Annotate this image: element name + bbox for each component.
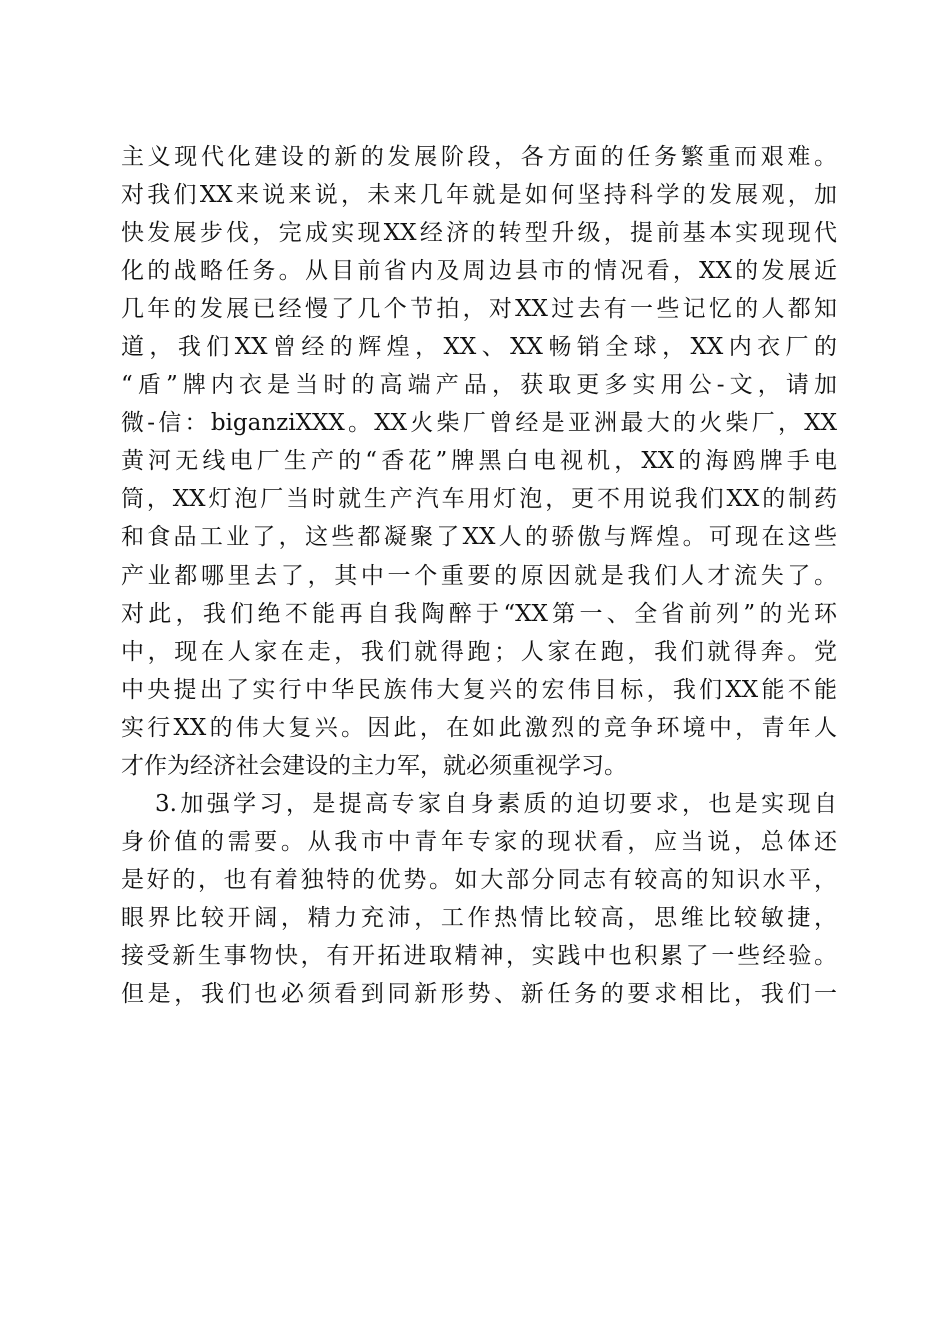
text-line: 中，现在人家在走，我们就得跑；人家在跑，我们就得奔。党 — [121, 638, 837, 665]
text-line: 是好的，也有着独特的优势。如大部分同志有较高的知识水平， — [121, 866, 837, 893]
text-line: 但是，我们也必须看到同新形势、新任务的要求相比，我们一 — [121, 981, 837, 1008]
text-line: “盾”牌内衣是当时的高端产品，获取更多实用公-文，请加 — [121, 372, 837, 399]
text-line: 才作为经济社会建设的主力军，就必须重视学习。 — [121, 752, 627, 779]
text-line: 主义现代化建设的新的发展阶段，各方面的任务繁重而艰难。 — [121, 144, 837, 170]
text-line: 眼界比较开阔，精力充沛，工作热情比较高，思维比较敏捷， — [121, 904, 837, 931]
document-page — [121, 138, 837, 1013]
text-line: 对此，我们绝不能再自我陶醉于“XX第一、全省前列”的光环 — [121, 600, 837, 627]
section-heading-line: 3.加强学习，是提高专家自身素质的迫切要求，也是实现自 — [155, 790, 837, 817]
text-line: 接受新生事物快，有开拓进取精神，实践中也积累了一些经验。 — [121, 942, 837, 969]
text-line: 快发展步伐，完成实现XX经济的转型升级，提前基本实现现代 — [121, 220, 837, 247]
text-line: 中央提出了实行中华民族伟大复兴的宏伟目标，我们XX能不能 — [121, 676, 837, 703]
text-line: 产业都哪里去了，其中一个重要的原因就是我们人才流失了。 — [121, 562, 837, 589]
text-line: 筒，XX灯泡厂当时就生产汽车用灯泡，更不用说我们XX的制药 — [121, 486, 837, 513]
text-line: 和食品工业了，这些都凝聚了XX人的骄傲与辉煌。可现在这些 — [121, 524, 837, 551]
text-line: 化的战略任务。从目前省内及周边县市的情况看，XX的发展近 — [121, 258, 837, 285]
text-line: 微-信：biganziXXX。XX火柴厂曾经是亚洲最大的火柴厂，XX — [121, 410, 837, 437]
text-line: 几年的发展已经慢了几个节拍，对XX过去有一些记忆的人都知 — [121, 296, 837, 323]
text-line: 对我们XX来说来说，未来几年就是如何坚持科学的发展观，加 — [121, 182, 837, 209]
text-line: 道，我们XX曾经的辉煌，XX、XX畅销全球，XX内衣厂的 — [121, 334, 837, 361]
text-line: 实行XX的伟大复兴。因此，在如此激烈的竞争环境中，青年人 — [121, 714, 837, 741]
text-line: 黄河无线电厂生产的“香花”牌黑白电视机，XX的海鸥牌手电 — [121, 448, 837, 475]
text-line: 身价值的需要。从我市中青年专家的现状看，应当说，总体还 — [121, 828, 837, 855]
